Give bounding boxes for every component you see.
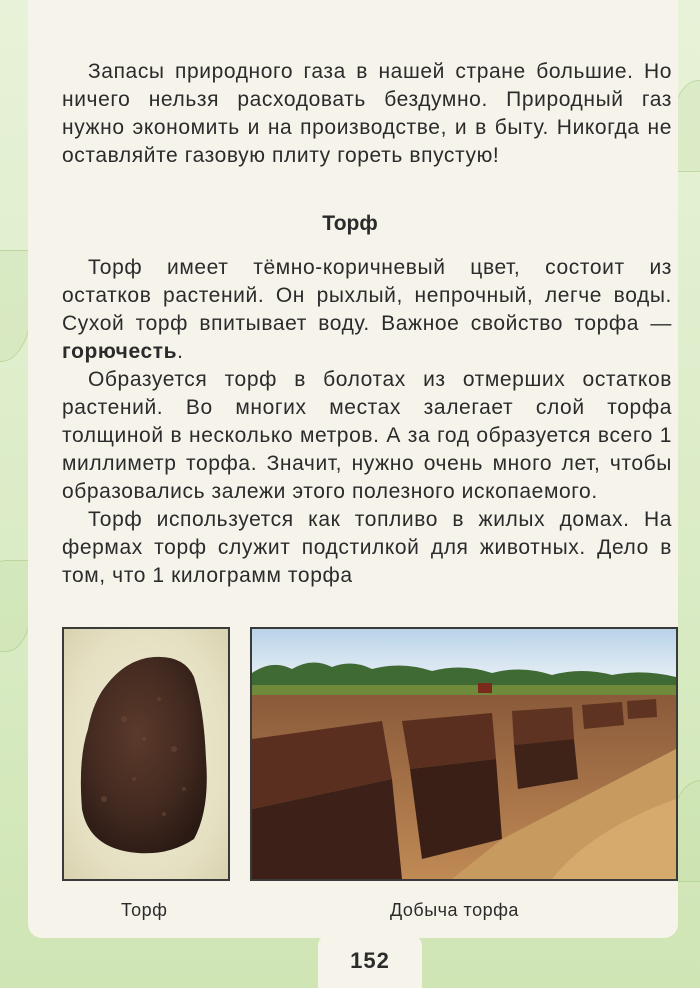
paragraph-properties-text: Торф имеет тёмно-коричневый цвет, состоит из остатков растений. Он рыхлый, непрочный, легче воды. Сухой торф впитывает воду. Важное свойство торфа — [62,256,672,335]
key-term-flammability: горючесть [62,340,178,363]
intro-paragraph: Запасы природного газа в нашей стране большие. Но ничего нельзя расходовать бездумно. Природный газ нужно экономить и на производстве, и в быту. Никогда не оставляйте газовую плиту гореть впустую! [62,60,672,167]
paragraph-properties-end: . [177,340,184,363]
caption-peat-extraction: Добыча торфа [390,900,519,920]
page-number: 152 [350,948,390,973]
peat-extraction-image [252,629,676,879]
section-title: Торф [322,212,378,235]
peat-block-image [64,629,228,879]
paragraph-usage: Торф используется как топливо в жилых домах. На фермах торф служит подстилкой для животных. Дело в том, что 1 килограмм торфа [62,508,672,587]
page-number-tab [318,934,422,988]
peat-extraction-photo [250,627,678,881]
body-block [62,254,672,590]
paragraph-formation: Образуется торф в болотах из отмерших остатков растений. Во многих местах залегает слой торфа толщиной в несколько метров. А за год образуется всего 1 миллиметр торфа. Значит, нужно очень много лет, чтобы образовались залежи этого полезного ископаемого. [62,368,672,503]
intro-block [62,58,672,170]
peat-photo [62,627,230,881]
caption-peat: Торф [121,900,168,920]
paragraph-properties [62,254,672,366]
